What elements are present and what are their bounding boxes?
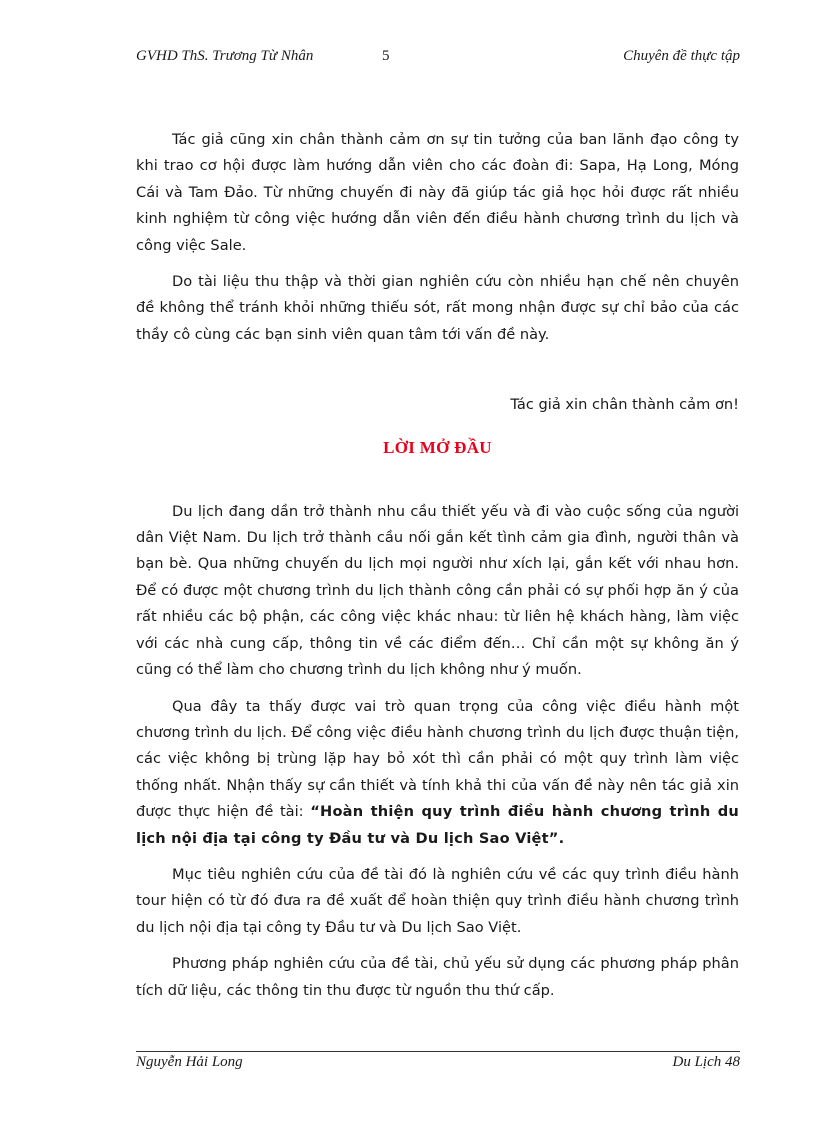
paragraph-topic [136, 694, 739, 852]
section-heading: LỜI MỞ ĐẦU [383, 437, 492, 457]
footer-author: Nguyễn Hải Long [136, 1054, 243, 1070]
page-footer [136, 1054, 740, 1078]
thesis-title: “Hoàn thiện quy trình điều hành chương trình du lịch nội địa tại công ty Đầu tư và Du lịch Sao Việt”. [136, 803, 739, 847]
header-supervisor: GVHD ThS. Trương Từ Nhân [136, 48, 314, 64]
paragraph-introduction: Du lịch đang dần trở thành nhu cầu thiết yếu và đi vào cuộc sống của người dân Việt Nam. Du lịch trở thành cầu nối gắn kết tình cảm gia đình, người thân và bạn bè. Qua những chuyến du lịch mọi người như xích lại, gắn kết với nhau hơn. Để có được một chương trình du lịch thành công cần phải có sự phối hợp ăn ý của rất nhiều các bộ phận, các công việc khác nhau: từ liên hệ khách hàng, làm việc với các nhà cung cấp, thông tin về các điểm đến… Chỉ cần một sự không ăn ý cũng có thể làm cho chương trình du lịch không như ý muốn. [136, 502, 739, 679]
paragraph-methodology: Phương pháp nghiên cứu của đề tài, chủ yếu sử dụng các phương pháp phân tích dữ liệu, các thông tin thu được từ nguồn thu thứ cấp. [136, 955, 739, 999]
paragraph-objective: Mục tiêu nghiên cứu của đề tài đó là nghiên cứu về các quy trình điều hành tour hiện có từ đó đưa ra đề xuất để hoàn thiện quy trình điều hành chương trình du lịch nội địa tại công ty Đầu tư và Du lịch Sao Việt. [136, 865, 739, 936]
footer-divider [136, 1051, 740, 1052]
closing-thanks: Tác giả xin chân thành cảm ơn! [510, 396, 739, 414]
header-document-type: Chuyên đề thực tập [623, 48, 740, 64]
document-body [136, 127, 739, 1014]
paragraph-topic-text: Qua đây ta thấy được vai trò quan trọng của công việc điều hành một chương trình du lịch. Để công việc điều hành chương trình du lịch được thuận tiện, các việc không bị trùng lặp hay bỏ xót thì cần phải có một quy trình làm việc thống nhất. Nhận thấy sự cần thiết và tính khả thi của vấn đề này nên tác giả xin được thực hiện đề tài: [136, 697, 739, 821]
page-header [136, 48, 740, 72]
paragraph-acknowledgement: Tác giả cũng xin chân thành cảm ơn sự tin tưởng của ban lãnh đạo công ty khi trao cơ hội được làm hướng dẫn viên cho các đoàn đi: Sapa, Hạ Long, Móng Cái và Tam Đảo. Từ những chuyến đi này đã giúp tác giả học hỏi được rất nhiều kinh nghiệm từ công việc hướng dẫn viên đến điều hành chương trình du lịch và công việc Sale. [136, 131, 739, 254]
paragraph-limitations: Do tài liệu thu thập và thời gian nghiên cứu còn nhiều hạn chế nên chuyên đề không thể tránh khỏi những thiếu sót, rất mong nhận được sự chỉ bảo của các thầy cô cùng các bạn sinh viên quan tâm tới vấn đề này. [136, 273, 739, 343]
page-number: 5 [382, 48, 390, 64]
footer-class: Du Lịch 48 [672, 1054, 740, 1070]
